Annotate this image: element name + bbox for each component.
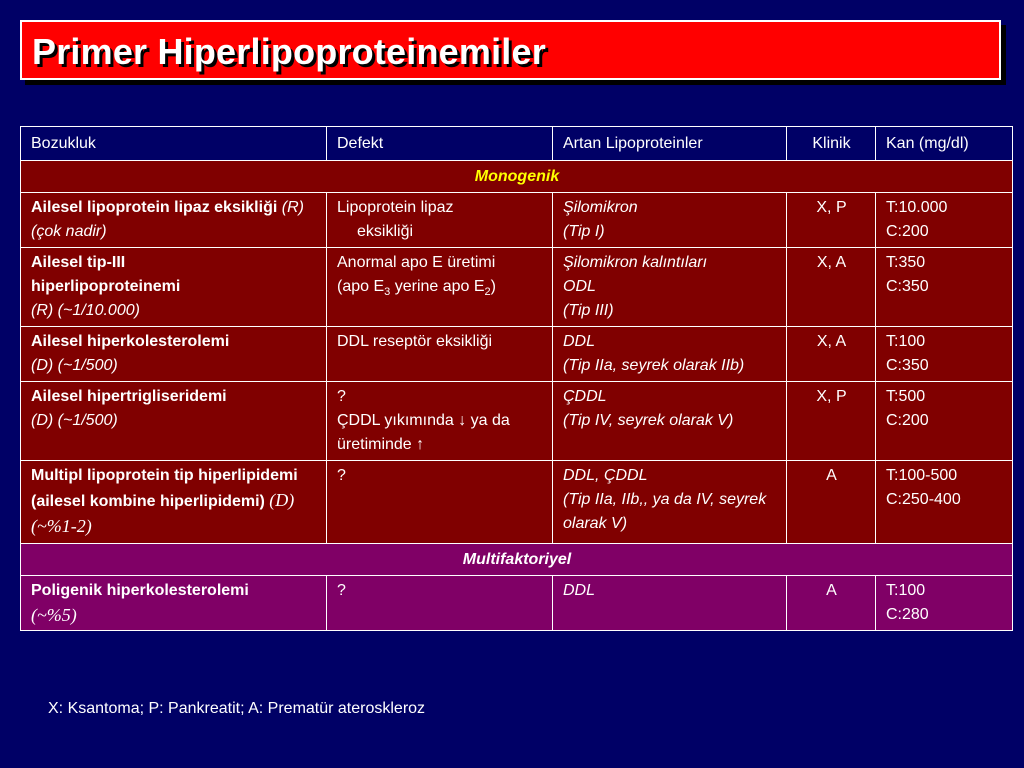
- blood-t: T:100-500: [886, 467, 958, 484]
- disorder-name: Ailesel tip-III: [31, 254, 126, 271]
- lipoprotein-line: DDL, ÇDDL: [563, 467, 648, 484]
- blood-cell: [876, 248, 1013, 327]
- lipoprotein-line: DDL: [563, 582, 596, 599]
- blood-c: C:200: [886, 223, 929, 240]
- blood-c: C:280: [886, 606, 929, 623]
- table-row: [21, 382, 1013, 461]
- disorder-cell: [21, 382, 327, 461]
- section-row-monogenic: [21, 161, 1013, 193]
- lipoprotein-cell: [553, 248, 787, 327]
- defect-line: Anormal apo E üretimi: [337, 254, 496, 271]
- blood-t: T:500: [886, 388, 926, 405]
- lipoprotein-line: (Tip IIa, seyrek olarak IIb): [563, 357, 745, 374]
- blood-t: T:350: [886, 254, 926, 271]
- disorder-meta: (D) (~%1-2): [31, 490, 295, 536]
- lipoprotein-line: Şilomikron: [563, 199, 638, 216]
- blood-cell: [876, 461, 1013, 544]
- disorder-name: Ailesel hipertrigliseridemi: [31, 388, 227, 405]
- disorder-cell: [21, 461, 327, 544]
- disorder-cell: [21, 576, 327, 631]
- table-row: [21, 461, 1013, 544]
- blood-c: C:350: [886, 278, 929, 295]
- clinical-cell: X, P: [787, 193, 876, 248]
- table-row: [21, 248, 1013, 327]
- lipoprotein-line: ODL: [563, 278, 596, 295]
- header-defect: Defekt: [327, 127, 553, 161]
- header-lipoproteins: Artan Lipoproteinler: [553, 127, 787, 161]
- section-multifactorial-label: Multifaktoriyel: [21, 544, 1013, 576]
- defect-cell: [327, 576, 553, 631]
- blood-cell: [876, 576, 1013, 631]
- header-disorder: Bozukluk: [21, 127, 327, 161]
- clinical-cell: X, A: [787, 327, 876, 382]
- disorder-name: Ailesel lipoprotein lipaz eksikliği: [31, 199, 278, 216]
- clinical-cell: X, P: [787, 382, 876, 461]
- table-header-row: [21, 127, 1013, 161]
- blood-c: C:350: [886, 357, 929, 374]
- blood-t: T:100: [886, 333, 926, 350]
- section-monogenic-label: Monogenik: [21, 161, 1013, 193]
- lipoprotein-line: DDL: [563, 333, 596, 350]
- lipoprotein-line: Şilomikron kalıntıları: [563, 254, 708, 271]
- disorder-name: Poligenik hiperkolesterolemi: [31, 582, 249, 599]
- disorder-meta: (D) (~1/500): [31, 412, 118, 429]
- section-row-multifactorial: [21, 544, 1013, 576]
- defect-line: eksikliği: [357, 223, 414, 240]
- disorder-meta: (R) (çok nadir): [31, 199, 304, 240]
- defect-cell: [327, 382, 553, 461]
- disorder-name: hiperlipoproteinemi: [31, 278, 181, 295]
- blood-t: T:100: [886, 582, 926, 599]
- lipoprotein-cell: [553, 193, 787, 248]
- header-clinical: Klinik: [787, 127, 876, 161]
- page-title: Primer Hiperlipoproteinemiler: [32, 31, 546, 72]
- disorder-cell: [21, 193, 327, 248]
- defect-cell: [327, 248, 553, 327]
- blood-cell: [876, 382, 1013, 461]
- table-row: [21, 327, 1013, 382]
- defect-cell: [327, 461, 553, 544]
- defect-line: ?: [337, 467, 346, 484]
- table-row: [21, 193, 1013, 248]
- footnote-legend: X: Ksantoma; P: Pankreatit; A: Prematür ateroskleroz: [48, 700, 426, 717]
- disorder-meta: (R) (~1/10.000): [31, 302, 140, 319]
- lipoprotein-line: (Tip IIa, IIb,, ya da IV, seyrek olarak V): [563, 491, 767, 532]
- defect-cell: [327, 327, 553, 382]
- lipoprotein-cell: [553, 576, 787, 631]
- lipoprotein-cell: [553, 382, 787, 461]
- clinical-cell: X, A: [787, 248, 876, 327]
- defect-line: Lipoprotein lipaz: [337, 199, 454, 216]
- defect-line: ?: [337, 388, 346, 405]
- disorder-meta: (D) (~1/500): [31, 357, 118, 374]
- blood-t: T:10.000: [886, 199, 948, 216]
- defect-cell: [327, 193, 553, 248]
- blood-cell: [876, 193, 1013, 248]
- blood-cell: [876, 327, 1013, 382]
- lipoprotein-line: (Tip III): [563, 302, 614, 319]
- lipoprotein-line: (Tip I): [563, 223, 605, 240]
- disorder-cell: [21, 327, 327, 382]
- defect-line: (apo $E_3$ yerine apo $E_2$): [337, 278, 496, 299]
- disorder-cell: [21, 248, 327, 327]
- disorder-name: Ailesel hiperkolesterolemi: [31, 333, 230, 350]
- blood-c: C:250-400: [886, 491, 961, 508]
- lipoprotein-cell: [553, 461, 787, 544]
- blood-c: C:200: [886, 412, 929, 429]
- defect-line: DDL reseptör eksikliği: [337, 333, 493, 350]
- lipoprotein-table: [20, 126, 1013, 631]
- clinical-cell: A: [787, 576, 876, 631]
- lipoprotein-line: (Tip IV, seyrek olarak V): [563, 412, 734, 429]
- table-row: [21, 576, 1013, 631]
- clinical-cell: A: [787, 461, 876, 544]
- lipoprotein-cell: [553, 327, 787, 382]
- disorder-name: Multipl lipoprotein tip hiperlipidemi (ailesel kombine hiperlipidemi): [31, 467, 298, 510]
- disorder-meta: (~%5): [31, 605, 77, 625]
- lipoprotein-line: ÇDDL: [563, 388, 607, 405]
- defect-line: ?: [337, 582, 346, 599]
- defect-line: ÇDDL yıkımında ↓ ya da üretiminde ↑: [337, 412, 510, 453]
- header-blood: Kan (mg/dl): [876, 127, 1013, 161]
- title-box: [20, 20, 1001, 80]
